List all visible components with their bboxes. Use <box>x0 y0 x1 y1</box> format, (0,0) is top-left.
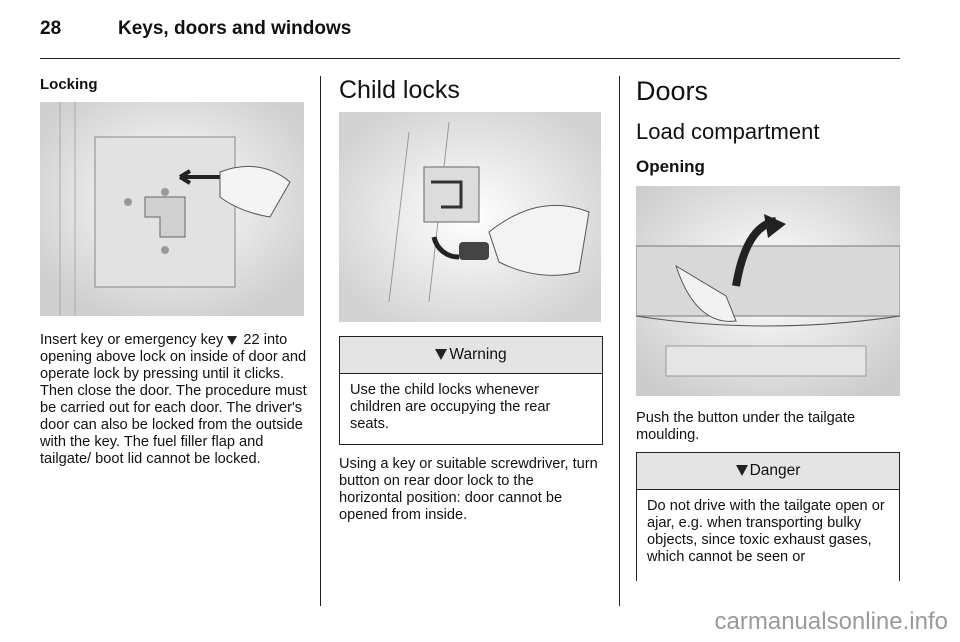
opening-paragraph: Push the button under the tailgate moulding. <box>636 410 856 443</box>
danger-header: Danger <box>637 453 899 490</box>
page-number: 28 <box>40 18 62 39</box>
child-lock-illustration <box>339 112 601 322</box>
column-child-locks <box>339 76 601 105</box>
section-heading-doors: Doors <box>636 76 709 106</box>
page-reference-icon <box>227 336 237 345</box>
subheading-load-compartment: Load compartment <box>636 119 820 144</box>
column-locking <box>40 76 308 93</box>
page-header <box>40 18 352 40</box>
column-doors <box>636 76 900 177</box>
tailgate-illustration <box>636 186 900 396</box>
section-heading-child-locks: Child locks <box>339 76 460 104</box>
warning-text: Use the child locks whenever children are occupying the rear seats. <box>350 382 551 432</box>
danger-box <box>636 452 900 581</box>
watermark: carmanualsonline.info <box>714 608 948 635</box>
warning-header: Warning <box>340 337 602 374</box>
page-title: Keys, doors and windows <box>118 18 352 39</box>
danger-text: Do not drive with the tailgate open or ajar, e.g. when transporting bulky objects, since toxic exhaust gases, which cannot be seen or <box>647 498 885 565</box>
header-rule <box>40 58 900 59</box>
warning-icon <box>435 349 447 360</box>
warning-box <box>339 336 603 445</box>
child-locks-paragraph: Using a key or suitable screwdriver, turn button on rear door lock to the horizontal position: door cannot be opened from inside. <box>339 456 598 523</box>
door-lock-illustration <box>40 102 304 316</box>
locking-paragraph: Insert key or emergency key 22 into opening above lock on inside of door and operate lock by pressing until it clicks. Then close the door. The procedure must be carried out for each door. The driver's door can also be locked from the outside with the key. The fuel filler flap and tailgate/ boot lid cannot be locked. <box>40 332 307 467</box>
column-divider <box>619 76 620 606</box>
section-heading-locking: Locking <box>40 76 98 93</box>
warning-icon <box>736 465 748 476</box>
subheading-opening: Opening <box>636 157 705 176</box>
column-divider <box>320 76 321 606</box>
